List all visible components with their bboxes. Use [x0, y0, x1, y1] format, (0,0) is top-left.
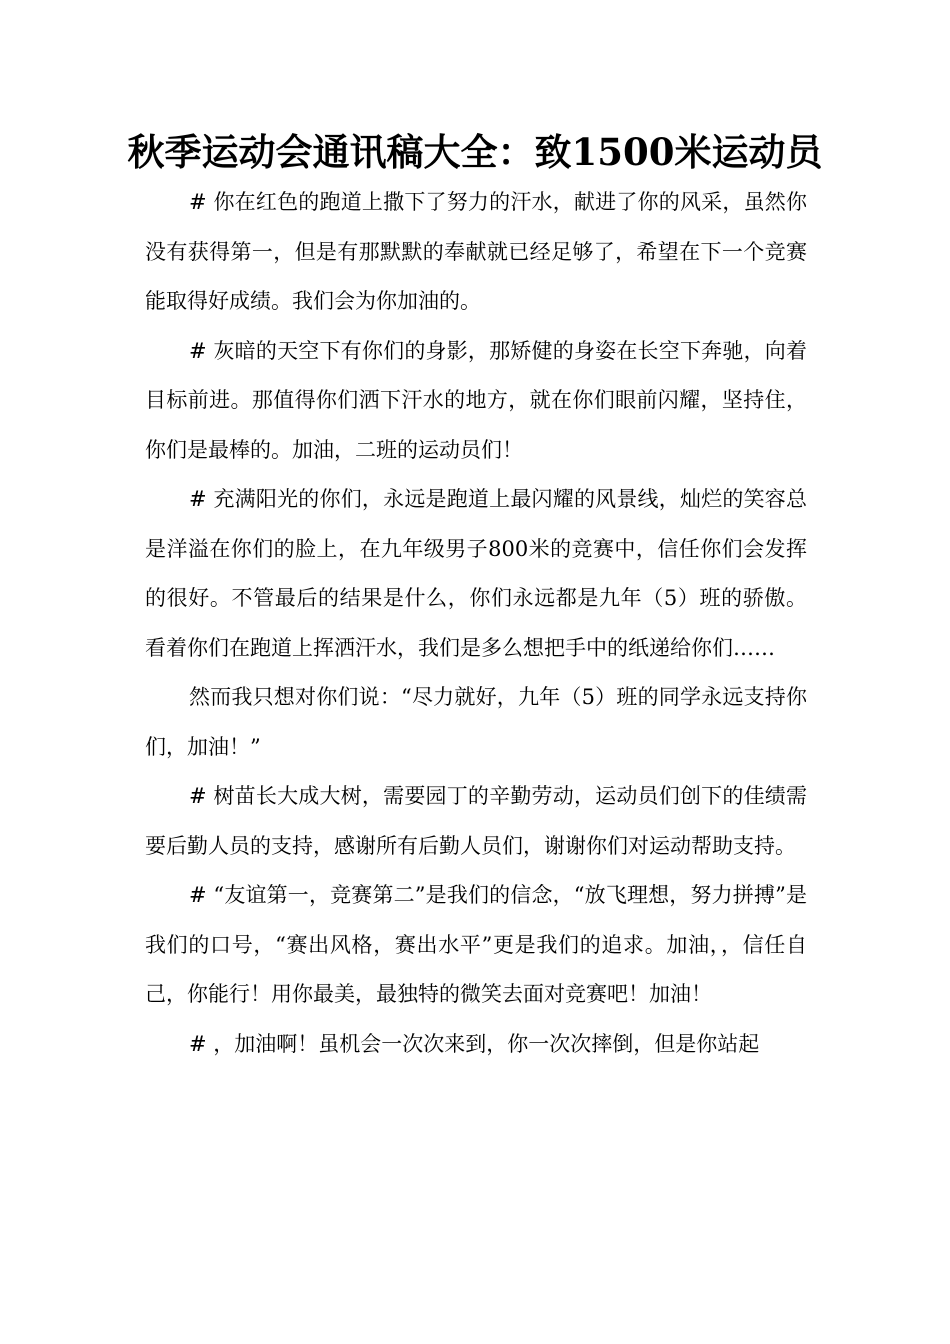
paragraph: # 充满阳光的你们，永远是跑道上最闪耀的风景线，灿烂的笑容总是洋溢在你们的脸上，在九年级男子800米的竞赛中，信任你们会发挥的很好。不管最后的结果是什么，你们永远都是九年（5）班的骄傲。看着你们在跑道上挥洒汗水，我们是多么想把手中的纸递给你们……: [145, 487, 807, 660]
paragraph: # 树苗长大成大树，需要园丁的辛勤劳动，运动员们创下的佳绩需要后勤人员的支持，感谢所有后勤人员们，谢谢你们对运动帮助支持。: [145, 784, 807, 858]
paragraph: 然而我只想对你们说：“尽力就好，九年（5）班的同学永远支持你们，加油！”: [145, 685, 807, 759]
paragraph: # 你在红色的跑道上撒下了努力的汗水，献进了你的风采，虽然你没有获得第一，但是有那默默的奉献就已经足够了，希望在下一个竞赛能取得好成绩。我们会为你加油的。: [145, 190, 807, 313]
page-title: 秋季运动会通讯稿大全：致1500米运动员: [127, 130, 823, 174]
paragraph: # 灰暗的天空下有你们的身影，那矫健的身姿在长空下奔驰，向着目标前进。那值得你们洒下汗水的地方，就在你们眼前闪耀，坚持住，你们是最棒的。加油，二班的运动员们！: [145, 338, 807, 462]
document-body: [145, 178, 807, 1069]
paragraph: # “友谊第一，竞赛第二”是我们的信念，“放飞理想，努力拼搏”是我们的口号，“赛出风格，赛出水平”更是我们的追求。加油，，信任自己，你能行！用你最美，最独特的微笑去面对竞赛吧！加油！: [145, 883, 807, 1006]
paragraph: # ，加油啊！虽机会一次次来到，你一次次摔倒，但是你站起: [189, 1031, 760, 1056]
